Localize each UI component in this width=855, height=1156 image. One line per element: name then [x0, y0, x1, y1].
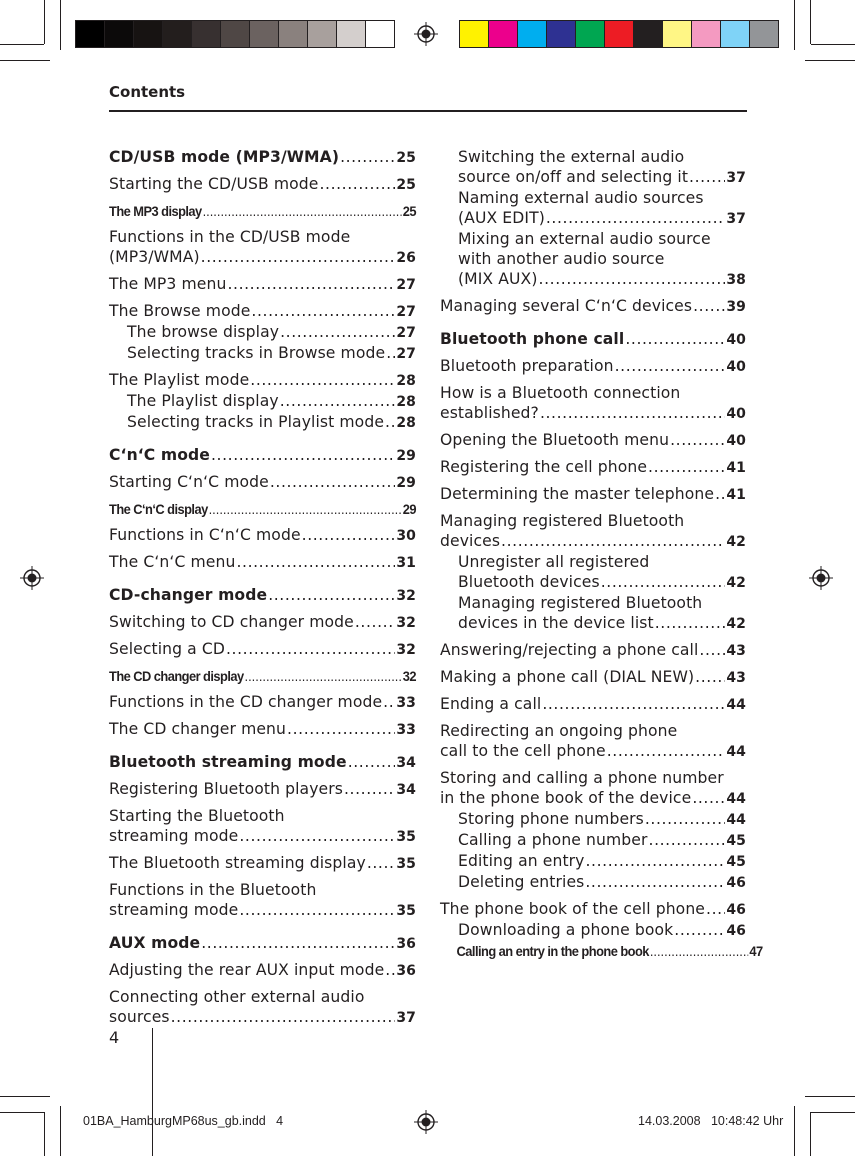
toc-page-number: 37 [726, 170, 746, 186]
toc-entry-text: (MP3/WMA) [109, 248, 200, 266]
toc-entry-text: established? [440, 404, 539, 422]
dot-leader [355, 612, 395, 632]
dot-leader [649, 830, 726, 850]
crop-mark [794, 1106, 795, 1156]
dot-leader [385, 960, 395, 980]
toc-entry-text: Mixing an external audio source [458, 230, 711, 248]
toc-page-number: 38 [726, 272, 746, 288]
gray-swatch [162, 20, 192, 48]
toc-page-number: 43 [726, 670, 746, 686]
toc-page-number: 42 [726, 616, 746, 632]
toc-page-number: 40 [726, 359, 746, 375]
crop-mark [810, 0, 811, 44]
toc-page-number: 44 [726, 812, 746, 828]
color-swatch [517, 20, 547, 48]
dot-leader [715, 484, 725, 504]
toc-entry [440, 941, 763, 961]
toc-entry-text: Selecting tracks in Playlist mode [127, 413, 385, 431]
toc-entry [109, 552, 416, 573]
toc-entry-text: Switching the external audio [458, 148, 685, 166]
toc-column-left [109, 147, 416, 1028]
toc-entry-text: Bluetooth streaming mode [109, 753, 347, 771]
gray-swatch [133, 20, 163, 48]
toc-entry [440, 229, 746, 290]
toc-page-number: 33 [396, 722, 416, 738]
gray-swatch [278, 20, 308, 48]
toc-page-number: 28 [396, 415, 416, 431]
toc-entry [440, 552, 746, 593]
toc-entry-text: Starting the Bluetooth [109, 807, 285, 825]
toc-entry-text: The MP3 display [109, 203, 202, 219]
dot-leader [171, 1007, 396, 1027]
registration-mark-icon [414, 1110, 438, 1134]
toc-page-number: 45 [726, 833, 746, 849]
toc-entry [109, 612, 416, 633]
toc-entry [109, 960, 416, 981]
crop-mark [805, 1096, 855, 1097]
dot-leader [386, 343, 395, 363]
toc-entry-text: CD/USB mode (MP3/WMA) [109, 148, 340, 166]
dot-leader [251, 301, 395, 321]
toc-page-number: 37 [726, 211, 746, 227]
toc-entry-text: C‘n‘C mode [109, 446, 210, 464]
page-number: 4 [109, 1028, 120, 1047]
toc-entry-text: sources [109, 1008, 170, 1026]
toc-entry [109, 274, 416, 295]
toc-entry-text: (AUX EDIT) [458, 209, 545, 227]
crop-mark [0, 60, 50, 61]
toc-entry [440, 721, 746, 762]
toc-entry-text: Functions in the CD changer mode [109, 693, 383, 711]
toc-entry-text: Deleting entries [458, 873, 585, 891]
toc-entry-text: Calling an entry in the phone book [456, 943, 649, 959]
toc-page-number: 25 [396, 150, 416, 166]
dot-leader [692, 788, 725, 808]
toc-entry-text: Functions in C‘n‘C mode [109, 526, 301, 544]
dot-leader [539, 269, 726, 289]
toc-entry [109, 322, 416, 343]
toc-entry-text: with another audio source [458, 250, 665, 268]
dot-leader [344, 779, 395, 799]
toc-entry-text: (MIX AUX) [458, 270, 538, 288]
toc-page-number: 29 [396, 475, 416, 491]
dot-leader [542, 694, 725, 714]
dot-leader [693, 296, 725, 316]
dot-leader [319, 174, 395, 194]
dot-leader [695, 667, 725, 687]
crop-mark [60, 1106, 61, 1156]
toc-section-entry [440, 329, 746, 350]
color-swatch [749, 20, 779, 48]
toc-page-number: 44 [726, 697, 746, 713]
toc-entry-text: streaming mode [109, 827, 239, 845]
toc-entry-text: The MP3 menu [109, 275, 227, 293]
toc-entry-text: Determining the master telephone [440, 485, 715, 503]
toc-page-number: 29 [402, 501, 417, 517]
registration-mark-icon [414, 22, 438, 46]
dot-leader [239, 900, 395, 920]
toc-entry [109, 719, 416, 740]
dot-leader [201, 247, 396, 267]
toc-entry-text: Opening the Bluetooth menu [440, 431, 670, 449]
toc-page-number: 46 [726, 902, 746, 918]
toc-entry-text: The browse display [127, 323, 280, 341]
toc-section-entry [109, 752, 416, 773]
toc-entry-text: Registering the cell phone [440, 458, 648, 476]
color-swatch [720, 20, 750, 48]
toc-page-number: 27 [396, 346, 416, 362]
crop-mark [0, 1112, 44, 1113]
header-divider [109, 110, 747, 112]
dot-leader [585, 872, 725, 892]
crop-mark [810, 1112, 811, 1156]
dot-leader [625, 329, 725, 349]
toc-entry [109, 343, 416, 364]
dot-leader [645, 809, 725, 829]
crop-mark [811, 44, 855, 45]
crop-mark [805, 60, 855, 61]
toc-entry-text: Ending a call [440, 695, 542, 713]
toc-entry [440, 296, 746, 317]
toc-entry [109, 174, 416, 195]
dot-leader [227, 274, 395, 294]
toc-entry [109, 499, 416, 519]
gray-swatch [249, 20, 279, 48]
dot-leader [385, 412, 395, 432]
toc-page-number: 32 [402, 668, 417, 684]
dot-leader [607, 741, 726, 761]
dot-leader [280, 391, 396, 411]
toc-entry [109, 639, 416, 660]
toc-entry [440, 667, 746, 688]
toc-entry-text: Downloading a phone book [458, 921, 674, 939]
toc-page-number: 40 [726, 406, 746, 422]
toc-entry-text: The C‘n‘C menu [109, 553, 236, 571]
toc-entry-text: Switching to CD changer mode [109, 613, 354, 631]
toc-page-number: 27 [396, 325, 416, 341]
toc-entry-text: Bluetooth preparation [440, 357, 614, 375]
toc-entry-text: Editing an entry [458, 852, 585, 870]
toc-page-number: 27 [396, 277, 416, 293]
toc-entry-text: The CD changer menu [109, 720, 287, 738]
dot-leader [648, 457, 725, 477]
toc-entry [440, 920, 746, 941]
toc-entry-text: Functions in the Bluetooth [109, 881, 317, 899]
toc-page-number: 36 [396, 936, 416, 952]
color-swatch [633, 20, 663, 48]
toc-entry-text: in the phone book of the device [440, 789, 692, 807]
dot-leader [270, 472, 395, 492]
dot-leader [250, 370, 395, 390]
toc-page-number: 47 [749, 943, 763, 959]
toc-entry-text: streaming mode [109, 901, 239, 919]
dot-leader [340, 147, 395, 167]
toc-entry [109, 472, 416, 493]
toc-entry [109, 692, 416, 713]
toc-page-number: 27 [396, 304, 416, 320]
color-swatch [546, 20, 576, 48]
toc-entry-text: How is a Bluetooth connection [440, 384, 681, 402]
toc-entry [109, 412, 416, 433]
toc-entry [109, 853, 416, 874]
toc-entry-text: devices in the device list [458, 614, 654, 632]
toc-entry-text: Bluetooth devices [458, 573, 600, 591]
toc-entry-text: The C‘n‘C display [109, 501, 208, 517]
registration-mark-icon [20, 566, 44, 590]
toc-page-number: 35 [396, 856, 416, 872]
gray-swatch [336, 20, 366, 48]
toc-entry [109, 227, 416, 268]
dot-leader [245, 666, 402, 686]
dot-leader [699, 640, 725, 660]
toc-entry [440, 356, 746, 377]
toc-page-number: 33 [396, 695, 416, 711]
dot-leader [706, 899, 725, 919]
dot-leader [501, 531, 725, 551]
dot-leader [203, 201, 402, 221]
toc-page-number: 40 [726, 433, 746, 449]
toc-page-number: 29 [396, 448, 416, 464]
toc-entry [440, 147, 746, 188]
toc-page-number: 40 [726, 332, 746, 348]
toc-page-number: 45 [726, 854, 746, 870]
color-swatch [604, 20, 634, 48]
toc-entry-text: Redirecting an ongoing phone [440, 722, 678, 740]
toc-page-number: 26 [396, 250, 416, 266]
dot-leader [601, 572, 726, 592]
dot-leader [236, 552, 395, 572]
toc-entry-text: Answering/rejecting a phone call [440, 641, 699, 659]
toc-entry-text: Connecting other external audio [109, 988, 365, 1006]
dot-leader [670, 430, 725, 450]
toc-page-number: 25 [402, 203, 417, 219]
toc-page-number: 39 [726, 299, 746, 315]
toc-entry-text: The Playlist mode [109, 371, 250, 389]
toc-entry-text: Managing registered Bluetooth [440, 512, 685, 530]
toc-entry-text: The Playlist display [127, 392, 279, 410]
toc-entry [109, 987, 416, 1028]
dot-leader [586, 851, 726, 871]
toc-section-entry [109, 445, 416, 466]
dot-leader [383, 692, 395, 712]
toc-entry-text: Functions in the CD/USB mode [109, 228, 351, 246]
toc-page-number: 30 [396, 528, 416, 544]
crop-mark [0, 1096, 50, 1097]
toc-entry-text: Starting the CD/USB mode [109, 175, 319, 193]
gray-swatch [191, 20, 221, 48]
toc-entry [440, 511, 746, 552]
dot-leader [674, 920, 725, 940]
crop-mark [811, 1112, 855, 1113]
dot-leader [367, 853, 396, 873]
dot-leader [302, 525, 396, 545]
dot-leader [268, 585, 395, 605]
dot-leader [211, 445, 395, 465]
toc-entry [109, 301, 416, 322]
toc-entry-text: The phone book of the cell phone [440, 900, 706, 918]
toc-entry [109, 370, 416, 391]
toc-entry-text: Storing and calling a phone number [440, 769, 724, 787]
toc-page-number: 44 [726, 744, 746, 760]
dot-leader [615, 356, 726, 376]
registration-mark-icon [809, 566, 833, 590]
gray-swatch [104, 20, 134, 48]
toc-entry [440, 640, 746, 661]
toc-entry [440, 851, 746, 872]
toc-entry [440, 383, 746, 424]
page-title: Contents [109, 83, 186, 101]
toc-page-number: 34 [396, 782, 416, 798]
crop-mark [44, 1112, 45, 1156]
footer-timestamp: 14.03.2008 10:48:42 Uhr [638, 1114, 784, 1128]
gray-swatch [75, 20, 105, 48]
toc-entry-text: CD-changer mode [109, 586, 268, 604]
toc-page-number: 46 [726, 875, 746, 891]
dot-leader [209, 499, 402, 519]
toc-section-entry [109, 933, 416, 954]
toc-page-number: 35 [396, 829, 416, 845]
toc-entry-text: Managing several C‘n‘C devices [440, 297, 693, 315]
toc-page-number: 32 [396, 588, 416, 604]
toc-page-number: 28 [396, 394, 416, 410]
toc-entry-text: The Bluetooth streaming display [109, 854, 366, 872]
gray-swatch [307, 20, 337, 48]
toc-page-number: 46 [726, 923, 746, 939]
toc-entry-text: AUX mode [109, 934, 201, 952]
toc-entry-text: Registering Bluetooth players [109, 780, 343, 798]
toc-page-number: 41 [726, 460, 746, 476]
dot-leader [540, 403, 725, 423]
toc-entry-text: source on/off and selecting it [458, 168, 689, 186]
toc-entry [440, 188, 746, 229]
toc-page-number: 28 [396, 373, 416, 389]
toc-page-number: 41 [726, 487, 746, 503]
toc-page-number: 36 [396, 963, 416, 979]
crop-mark [152, 1028, 153, 1156]
toc-entry [109, 806, 416, 847]
toc-entry-text: Calling a phone number [458, 831, 648, 849]
dot-leader [348, 752, 396, 772]
dot-leader [546, 208, 725, 228]
dot-leader [239, 826, 395, 846]
dot-leader [287, 719, 395, 739]
toc-entry [109, 391, 416, 412]
toc-page-number: 25 [396, 177, 416, 193]
toc-entry-text: The CD changer display [109, 668, 244, 684]
toc-entry [440, 593, 746, 634]
gray-swatch [220, 20, 250, 48]
toc-entry [109, 779, 416, 800]
toc-entry-text: Unregister all registered [458, 553, 650, 571]
toc-entry-text: Storing phone numbers [458, 810, 644, 828]
toc-entry-text: Managing registered Bluetooth [458, 594, 703, 612]
crop-mark [0, 44, 44, 45]
toc-page-number: 35 [396, 903, 416, 919]
color-swatch [662, 20, 692, 48]
toc-column-right [440, 147, 763, 961]
toc-entry [109, 880, 416, 921]
dot-leader [201, 933, 395, 953]
toc-page-number: 32 [396, 615, 416, 631]
toc-entry-text: Adjusting the rear AUX input mode [109, 961, 385, 979]
gray-swatch [365, 20, 395, 48]
toc-entry [440, 694, 746, 715]
toc-entry-text: Making a phone call (DIAL NEW) [440, 668, 695, 686]
toc-entry [109, 525, 416, 546]
dot-leader [280, 322, 395, 342]
toc-page-number: 34 [396, 755, 416, 771]
toc-entry-text: Starting C‘n‘C mode [109, 473, 269, 491]
color-swatch [459, 20, 489, 48]
toc-entry [109, 201, 416, 221]
toc-entry [109, 666, 416, 686]
toc-entry [440, 430, 746, 451]
toc-page-number: 37 [396, 1010, 416, 1026]
color-swatch [575, 20, 605, 48]
toc-entry [440, 457, 746, 478]
toc-entry [440, 830, 746, 851]
toc-section-entry [109, 147, 416, 168]
toc-entry-text: Bluetooth phone call [440, 330, 625, 348]
color-swatch [691, 20, 721, 48]
toc-page-number: 44 [726, 791, 746, 807]
footer-file-name: 01BA_HamburgMP68us_gb.indd 4 [83, 1114, 284, 1128]
crop-mark [794, 0, 795, 50]
dot-leader [655, 613, 726, 633]
dot-leader [650, 941, 749, 961]
color-swatch [488, 20, 518, 48]
toc-entry [440, 872, 746, 893]
toc-entry-text: The Browse mode [109, 302, 251, 320]
crop-mark [44, 0, 45, 44]
dot-leader [226, 639, 395, 659]
toc-page-number: 42 [726, 534, 746, 550]
toc-entry-text: Selecting tracks in Browse mode [127, 344, 386, 362]
dot-leader [689, 167, 725, 187]
toc-page-number: 31 [396, 555, 416, 571]
toc-page-number: 32 [396, 642, 416, 658]
toc-entry-text: call to the cell phone [440, 742, 606, 760]
crop-mark [60, 0, 61, 50]
toc-page-number: 42 [726, 575, 746, 591]
toc-entry-text: devices [440, 532, 501, 550]
toc-entry-text: Selecting a CD [109, 640, 225, 658]
toc-entry [440, 809, 746, 830]
toc-entry [440, 484, 746, 505]
toc-entry-text: Naming external audio sources [458, 189, 704, 207]
toc-entry [440, 899, 746, 920]
toc-entry [440, 768, 746, 809]
toc-page-number: 43 [726, 643, 746, 659]
toc-section-entry [109, 585, 416, 606]
